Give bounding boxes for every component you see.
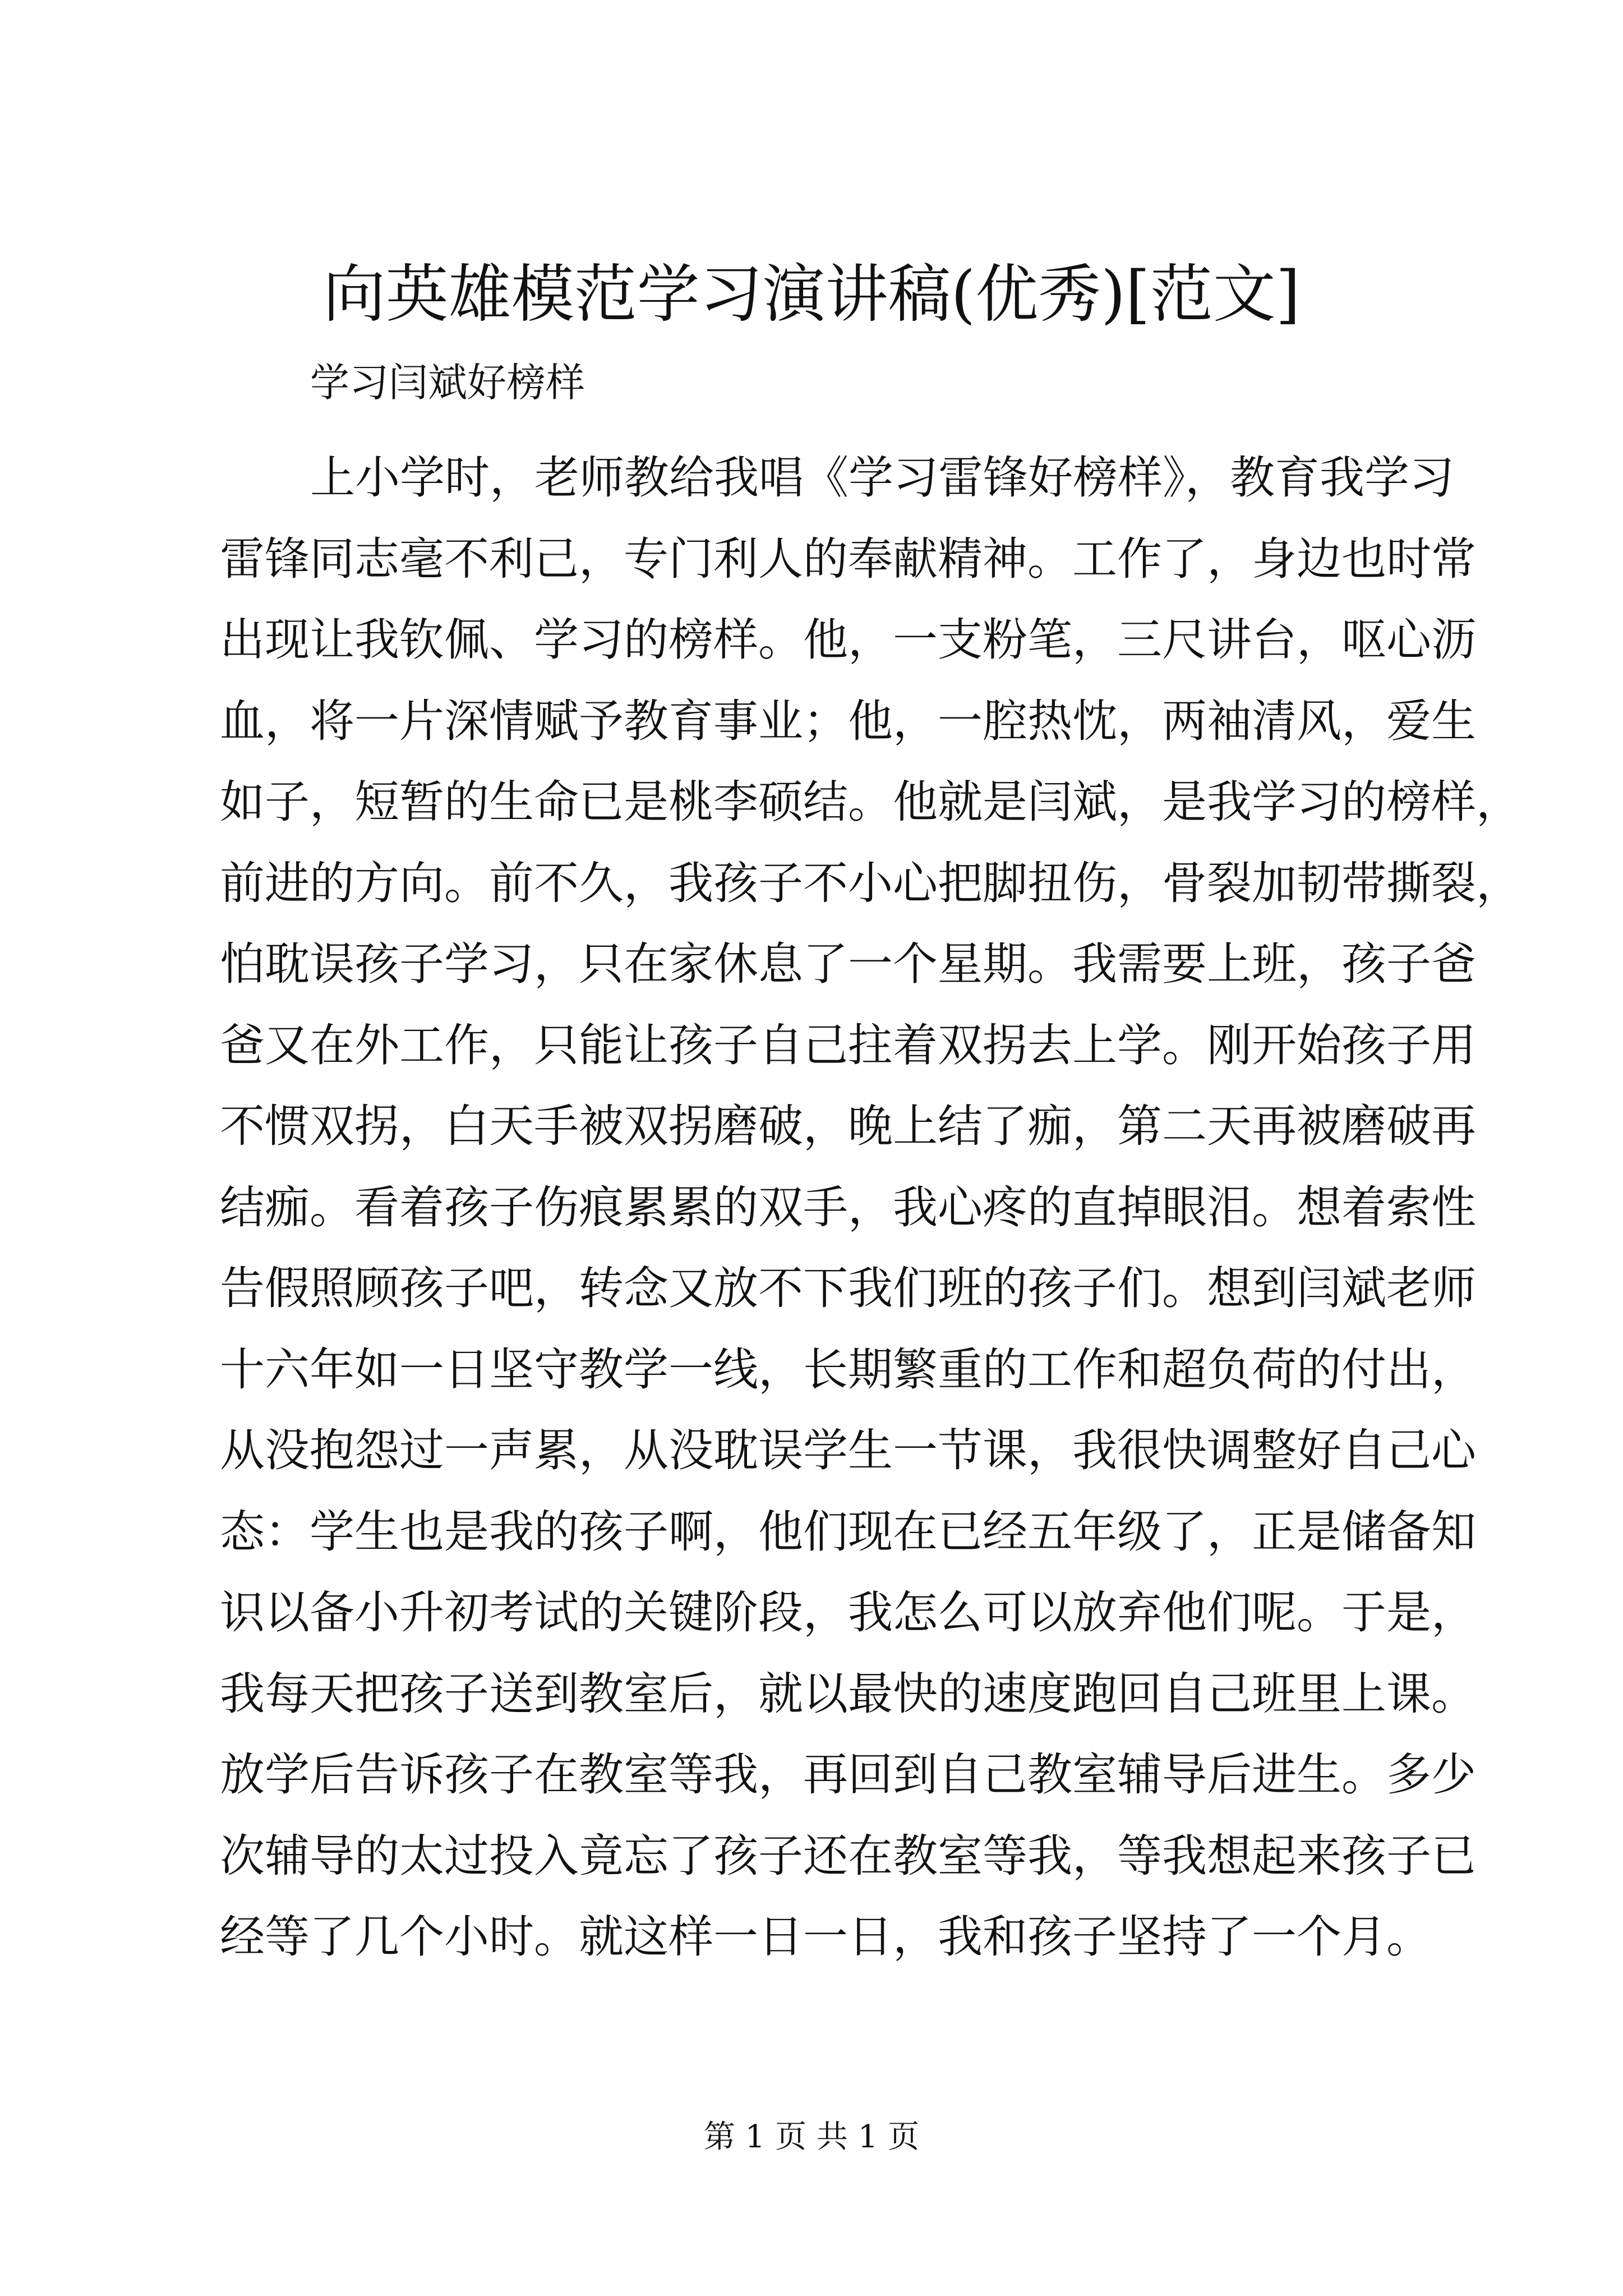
body-line: 识以备小升初考试的关键阶段，我怎么可以放弃他们呢。于是， <box>220 1586 1476 1639</box>
body-line: 告假照顾孩子吧，转念又放不下我们班的孩子们。想到闫斌老师 <box>220 1262 1476 1314</box>
body-line: 上小学时，老师教给我唱《学习雷锋好榜样》，教育我学习 <box>310 452 1454 504</box>
body-line: 雷锋同志毫不利己，专门利人的奉献精神。工作了，身边也时常 <box>220 532 1476 585</box>
body-line: 结痂。看着孩子伤痕累累的双手，我心疼的直掉眼泪。想着索性 <box>220 1181 1476 1234</box>
body-line: 十六年如一日坚守教学一线，长期繁重的工作和超负荷的付出， <box>220 1343 1476 1396</box>
body-line: 次辅导的太过投入竟忘了孩子还在教室等我，等我想起来孩子已 <box>220 1829 1476 1882</box>
body-line: 如子，短暂的生命已是桃李硕结。他就是闫斌，是我学习的榜样， <box>220 776 1521 828</box>
body-line: 从没抱怨过一声累，从没耽误学生一节课，我很快调整好自己心 <box>220 1424 1476 1476</box>
body-line: 经等了几个小时。就这样一日一日，我和孩子坚持了一个月。 <box>220 1911 1431 1963</box>
document-subtitle: 学习闫斌好榜样 <box>310 360 585 406</box>
document-body <box>220 450 1521 1990</box>
body-line: 怕耽误孩子学习，只在家休息了一个星期。我需要上班，孩子爸 <box>220 938 1476 990</box>
body-line: 我每天把孩子送到教室后，就以最快的速度跑回自己班里上课。 <box>220 1667 1476 1720</box>
page-footer: 第 1 页 共 1 页 <box>703 2119 920 2155</box>
body-line: 血，将一片深情赋予教育事业；他，一腔热忱，两袖清风，爱生 <box>220 694 1476 747</box>
body-line: 前进的方向。前不久，我孩子不小心把脚扭伤，骨裂加韧带撕裂， <box>220 857 1521 909</box>
body-line: 态：学生也是我的孩子啊，他们现在已经五年级了，正是储备知 <box>220 1505 1476 1558</box>
body-line: 出现让我钦佩、学习的榜样。他，一支粉笔，三尺讲台，呕心沥 <box>220 614 1476 666</box>
body-line: 放学后告诉孩子在教室等我，再回到自己教室辅导后进生。多少 <box>220 1749 1476 1801</box>
body-line: 不惯双拐，白天手被双拐磨破，晚上结了痂，第二天再被磨破再 <box>220 1100 1476 1152</box>
body-line: 爸又在外工作，只能让孩子自己拄着双拐去上学。刚开始孩子用 <box>220 1019 1476 1071</box>
document-title: 向英雄模范学习演讲稿(优秀)[范文] <box>322 258 1301 331</box>
